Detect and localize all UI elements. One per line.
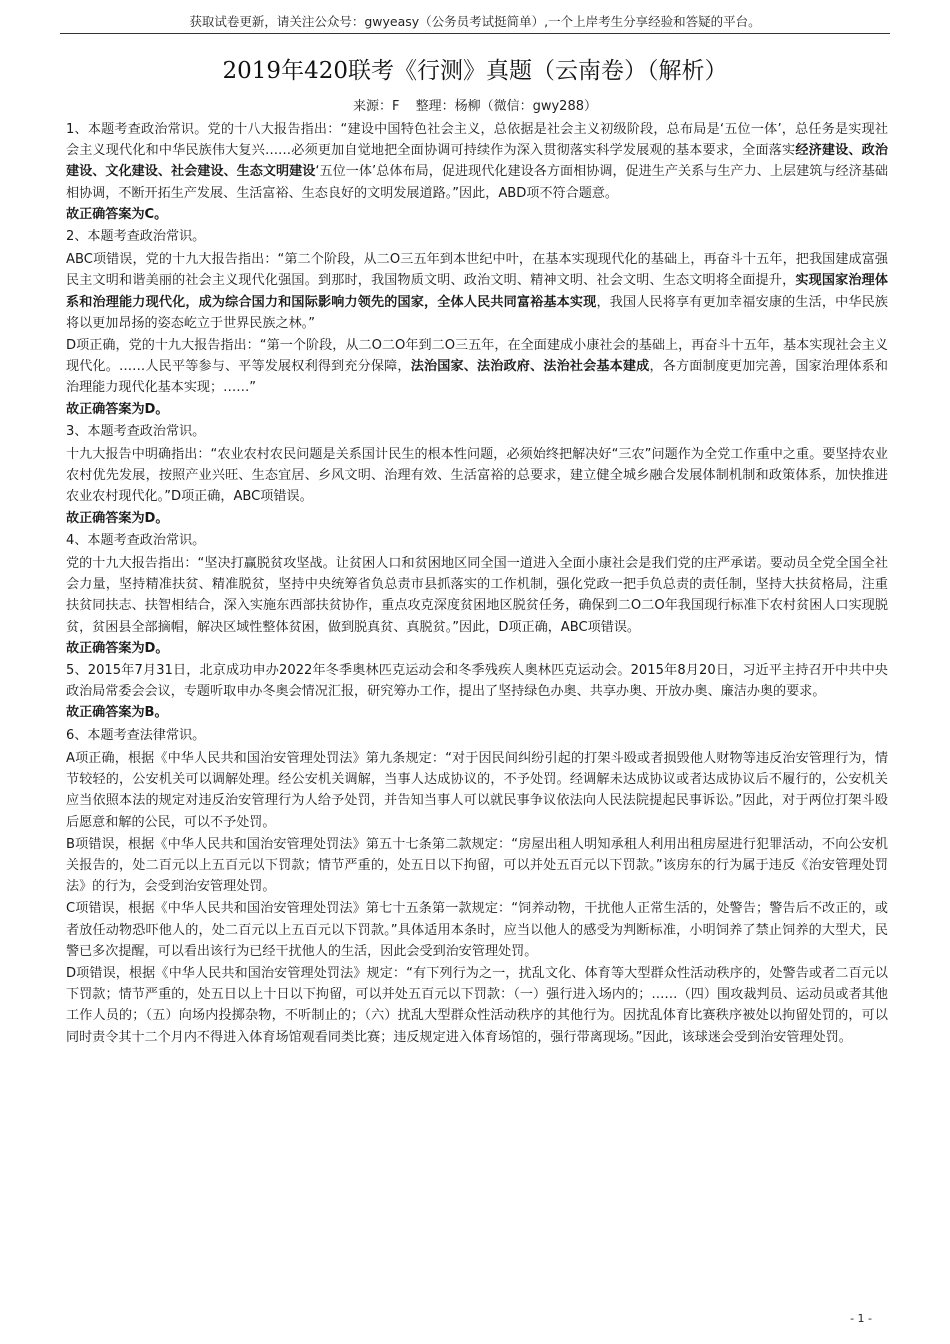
q2-abc-text-a: ABC项错误，党的十九大报告指出：“第二个阶段，从二O三五年到本世纪中叶，在基本实现现代化的基础上，再奋斗十五年，把我国建成富强民主文明和谐美丽的社会主义现代化强国。到那时，我国物质文明、政治文明、精神文明、社会文明、生态文明将全面提升， bbox=[66, 252, 888, 289]
q4-answer: 故正确答案为D。 bbox=[66, 640, 169, 656]
q1-explanation bbox=[66, 119, 888, 204]
header-note: 获取试卷更新，请关注公众号：gwyeasy（公务员考试挺简单）,一个上岸考生分享经验和答疑的平台。 bbox=[189, 14, 761, 29]
q6-heading: 6、本题考查法律常识。 bbox=[66, 727, 206, 743]
byline-source: 来源：F bbox=[352, 99, 400, 114]
page-title: 2019年420联考《行测》真题（云南卷）（解析） bbox=[222, 58, 728, 84]
q3-heading: 3、本题考查政治常识。 bbox=[66, 423, 206, 439]
q2-abc-explanation bbox=[66, 249, 888, 334]
q1-text-a: 1、本题考查政治常识。党的十八大报告指出：“建设中国特色社会主义，总依据是社会主义初级阶段，总布局是‘五位一体’，总任务是实现社会主义现代化和中华民族伟大复兴……必须更加自觉地把全面协调可持续作为深入贯彻落实科学发展观的基本要求，全面落实 bbox=[66, 122, 888, 159]
q1-text-bold: 经济建设、政治建设、文化建设、社会建设、生态文明建设 bbox=[66, 143, 889, 180]
q4-explanation: 党的十九大报告指出：“坚决打赢脱贫攻坚战。让贫困人口和贫困地区同全国一道进入全面小康社会是我们党的庄严承诺。要动员全党全国全社会力量，坚持精准扶贫、精准脱贫，坚持中央统筹省负总责市县抓落实的工作机制，强化党政一把手负总责的责任制，坚持大扶贫格局，注重扶贫同扶志、扶智相结合，深入实施东西部扶贫协作，重点攻克深度贫困地区脱贫任务，确保到二O二O年我国现行标准下农村贫困人口实现脱贫，贫困县全部摘帽，解决区域性整体贫困，做到脱真贫、真脱贫。”因此，D项正确，ABC项错误。 bbox=[66, 556, 888, 635]
q6-option-d: D项错误，根据《中华人民共和国治安管理处罚法》规定：“有下列行为之一，扰乱文化、体育等大型群众性活动秩序的，处警告或者二百元以下罚款；情节严重的，处五日以上十日以下拘留，可以并处五百元以下罚款：（一）强行进入场内的；……（四）围攻裁判员、运动员或者其他工作人员的；（五）向场内投掷杂物，不听制止的；（六）扰乱大型群众性活动秩序的其他行为。因扰乱体育比赛秩序被处以拘留处罚的，可以同时责令其十二个月内不得进入体育场馆观看同类比赛；违反规定进入体育场馆的，强行带离现场。”因此，该球迷会受到治安管理处罚。 bbox=[66, 965, 888, 1045]
q6-option-c: C项错误，根据《中华人民共和国治安管理处罚法》第七十五条第一款规定：“饲养动物，干扰他人正常生活的，处警告；警告后不改正的，或者放任动物恐吓他人的，处二百元以上五百元以下罚款。”具体适用本条时，应当以他人的感受为判断标准，小明饲养了禁止饲养的大型犬，民警已多次提醒，可以看出该行为已经干扰他人的生活，因此会受到治安管理处罚。 bbox=[66, 901, 888, 959]
q2-answer: 故正确答案为D。 bbox=[66, 401, 169, 417]
q2-heading: 2、本题考查政治常识。 bbox=[66, 229, 206, 245]
q6-option-a: A项正确，根据《中华人民共和国治安管理处罚法》第九条规定：“对于因民间纠纷引起的打架斗殴或者损毁他人财物等违反治安管理行为，情节较轻的，公安机关可以调解处理。经公安机关调解，当事人达成协议的，不予处罚。经调解未达成协议或者达成协议后不履行的，公安机关应当依照本法的规定对违反治安管理行为人给予处罚，并告知当事人可以就民事争议依法向人民法院提起民事诉讼。”因此，对于两位打架斗殴后愿意和解的公民，可以不予处罚。 bbox=[66, 750, 888, 830]
header-divider bbox=[60, 33, 890, 34]
q3-answer: 故正确答案为D。 bbox=[66, 510, 169, 526]
q5-answer: 故正确答案为B。 bbox=[66, 705, 168, 721]
q6-option-b: B项错误，根据《中华人民共和国治安管理处罚法》第五十七条第二款规定：“房屋出租人明知承租人利用出租房屋进行犯罪活动，不向公安机关报告的，处二百元以上五百元以下罚款；情节严重的，处五日以下拘留，可以并处五百元以下罚款。”该房东的行为属于违反《治安管理处罚法》的行为，会受到治安管理处罚。 bbox=[66, 836, 888, 895]
q2-abc-text-c: ，我国人民将享有更加幸福安康的生活，中华民族将以更加昂扬的姿态屹立于世界民族之林。” bbox=[66, 294, 889, 331]
q3-explanation: 十九大报告中明确指出：“农业农村农民问题是关系国计民生的根本性问题，必须始终把解决好“三农”问题作为全党工作重中之重。要坚持农业农村优先发展，按照产业兴旺、生态宜居、乡风文明、治理有效、生活富裕的总要求，建立健全城乡融合发展体制机制和政策体系，加快推进农业农村现代化。”D项正确，ABC项错误。 bbox=[66, 447, 888, 505]
page-number: - 1 - bbox=[850, 1312, 872, 1325]
q2-d-text-c: ，各方面制度更加完善，国家治理体系和治理能力现代化基本实现；……” bbox=[66, 359, 889, 396]
q1-answer: 故正确答案为C。 bbox=[66, 206, 168, 222]
q2-abc-text-bold: 实现国家治理体系和治理能力现代化，成为综合国力和国际影响力领先的国家，全体人民共同富裕基本实现 bbox=[66, 273, 889, 310]
document-body bbox=[66, 119, 888, 1048]
q1-text-c: ‘五位一体’总体布局，促进现代化建设各方面相协调，促进生产关系与生产力、上层建筑与经济基础相协调，不断开拓生产发展、生活富裕、生态良好的文明发展道路。”因此，ABD项不符合题意。 bbox=[66, 164, 888, 201]
q2-d-text-bold: 法治国家、法治政府、法治社会基本建成 bbox=[410, 359, 650, 375]
byline-editor: 整理：杨柳（微信：gwy288） bbox=[415, 99, 598, 114]
q2-d-text-a: D项正确，党的十九大报告指出：“第一个阶段，从二O二O年到二O三五年，在全面建成小康社会的基础上，再奋斗十五年，基本实现社会主义现代化。……人民平等参与、平等发展权利得到充分保障， bbox=[66, 338, 888, 375]
byline bbox=[0, 95, 950, 114]
q4-heading: 4、本题考查政治常识。 bbox=[66, 532, 206, 548]
q5-explanation: 5、2015年7月31日，北京成功申办2022年冬季奥林匹克运动会和冬季残疾人奥林匹克运动会。2015年8月20日，习近平主持召开中共中央政治局常委会会议，专题听取申办冬奥会情况汇报，研究筹办工作，提出了坚持绿色办奥、共享办奥、开放办奥、廉洁办奥的要求。 bbox=[66, 663, 888, 700]
q2-d-explanation bbox=[66, 335, 888, 399]
